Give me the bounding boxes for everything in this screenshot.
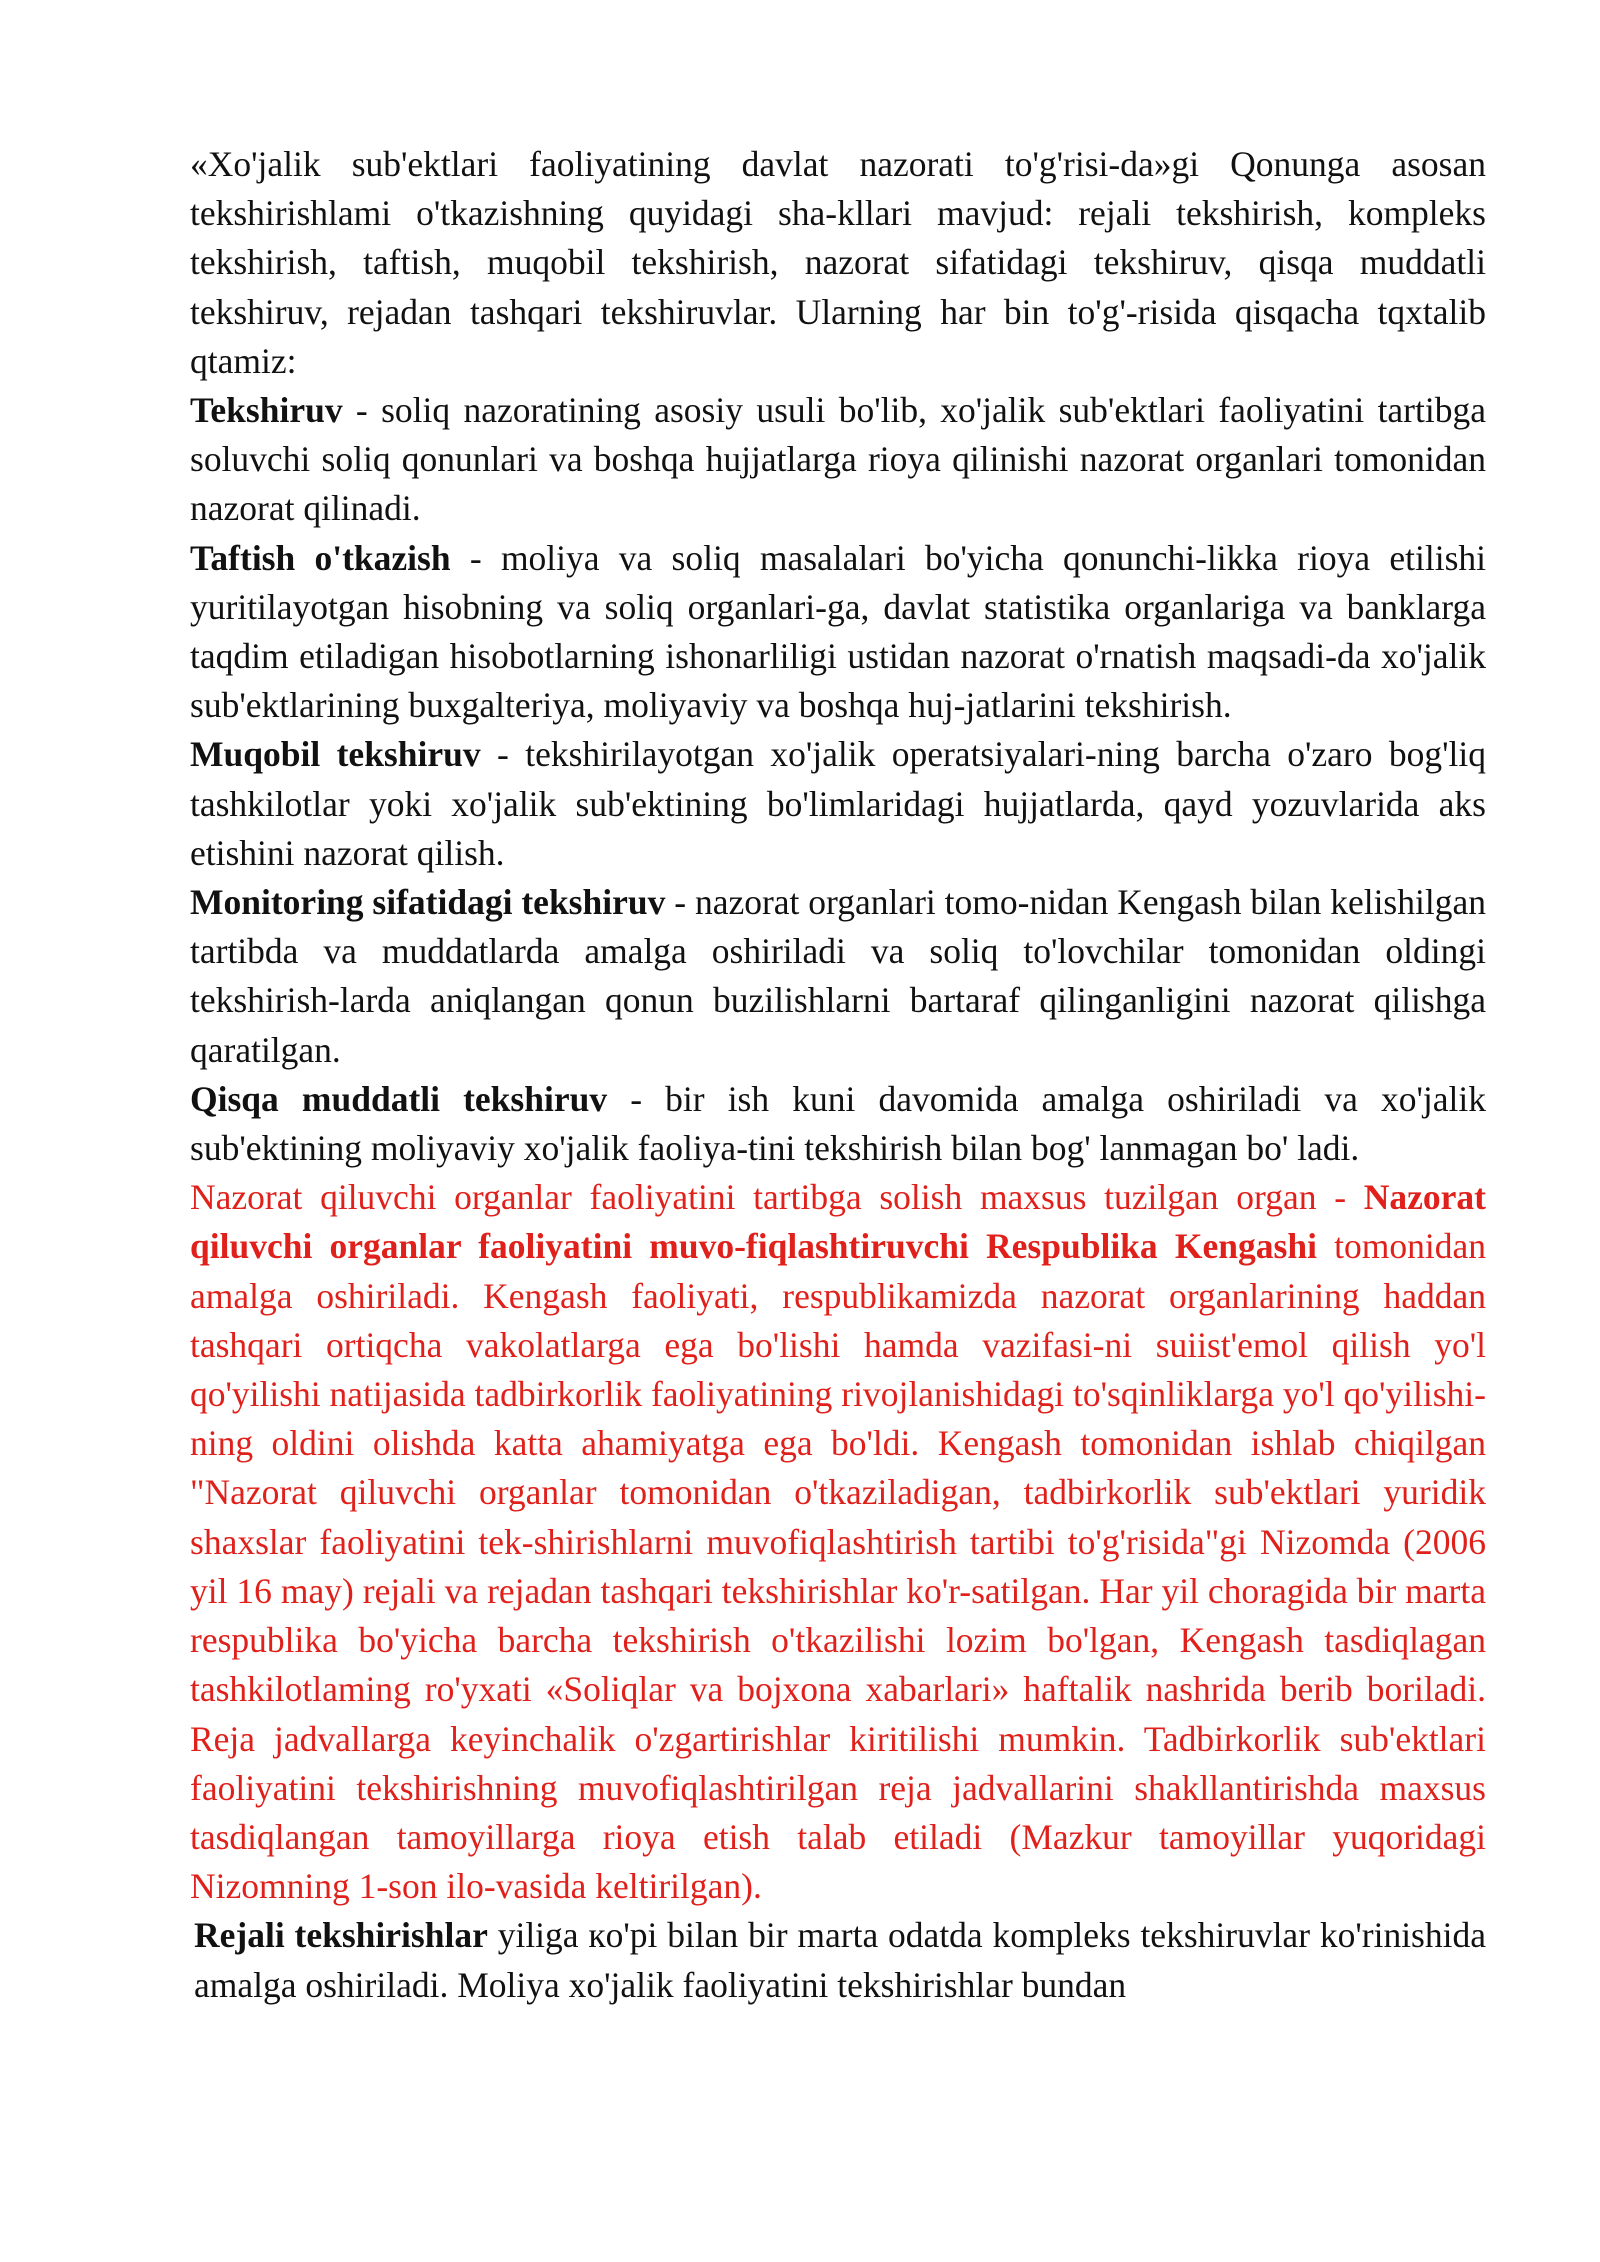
- paragraph-tekshiruv: [190, 386, 1486, 534]
- paragraph-qisqa: [190, 1075, 1486, 1173]
- paragraph-kengash-lead: Nazorat qiluvchi organlar faoliyatini tartibga solish maxsus tuzilgan organ -: [190, 1177, 1364, 1218]
- paragraph-monitoring-text: - nazorat organlari tomo-nidan Kengash bilan kelishilgan tartibda va muddatlarda amalga oshiriladi va soliq to'lovchilar tomonidan oldingi tekshirish-larda aniqlangan qonun buzilishlarni bartaraf qilinganligini nazorat qilishga qaratilgan.: [190, 882, 1486, 1070]
- paragraph-intro: [190, 140, 1486, 386]
- term-qisqa: Qisqa muddatli tekshiruv: [190, 1078, 608, 1119]
- term-tekshiruv: Tekshiruv: [190, 390, 343, 431]
- paragraph-monitoring: [190, 878, 1486, 1075]
- paragraph-kengash: [190, 1173, 1486, 1911]
- term-rejali: Rejali tekshirishlar: [194, 1915, 488, 1956]
- paragraph-kengash-text: tomonidan amalga oshiriladi. Kengash faoliyati, respublikamizda nazorat organlarining haddan tashqari ortiqcha vakolatlarga ega bo'lishi hamda vazifasi-ni suiist'emol qilish yo'l qo'yilishi natijasida tadbirkorlik faoliyatining rivojlanishidagi to'sqinliklarga yo'l qo'yilishi-ning oldini olishda katta ahamiyatga ega bo'ldi. Kengash tomonidan ishlab chiqilgan "Nazorat qiluvchi organlar tomonidan o'tkaziladigan, tadbirkorlik sub'ektlari yuridik shaxslar faoliyatini tek-shirishlarni muvofiqlashtirish tartibi to'g'risida"gi Nizomda (2006 yil 16 may) rejali va rejadan tashqari tekshirishlar ko'r-satilgan. Har yil choragida bir marta respublika bo'yicha barcha tekshirish o'tkazilishi lozim bo'lgan, Kengash tasdiqlagan tashkilotlaming ro'yxati «Soliqlar va bojxona xabarlari» haftalik nashrida berib boriladi. Reja jadvallarga keyinchalik o'zgartirishlar kiritilishi mumkin. Tadbirkorlik sub'ektlari faoliyatini tekshirishning muvofiqlashtirilgan reja jadvallarini shakllantirishda maxsus tasdiqlangan tamoyillarga rioya etish talab etiladi (Mazkur tamoyillar yuqoridagi Nizomning 1-son ilo-vasida keltirilgan).: [190, 1226, 1486, 1907]
- term-kengash: Nazorat qiluvchi organlar faoliyatini muvo-fiqlashtiruvchi Respublika Kengashi: [190, 1177, 1486, 1267]
- paragraph-muqobil: [190, 730, 1486, 878]
- paragraph-qisqa-text: - bir ish kuni davomida amalga oshiriladi va xo'jalik sub'ektining moliyaviy xo'jalik faoliya-tini tekshirish bilan bog' lanmagan bo' ladi.: [190, 1078, 1486, 1169]
- paragraph-rejali: [190, 1911, 1486, 2009]
- term-muqobil: Muqobil tekshiruv: [190, 734, 481, 775]
- document-page: [190, 140, 1486, 2010]
- paragraph-tekshiruv-text: - soliq nazoratining asosiy usuli bo'lib, xo'jalik sub'ektlari faoliyatini tartibga soluvchi soliq qonunlari va boshqa hujjatlarga rioya qilinishi nazorat organlari tomonidan nazorat qilinadi.: [190, 390, 1486, 529]
- paragraph-muqobil-text: - tekshirilayotgan xo'jalik operatsiyalari-ning barcha o'zaro bog'liq tashkilotlar yoki xo'jalik sub'ektining bo'limlaridagi hujjatlarda, qayd yozuvlarida aks etishini nazorat qilish.: [190, 734, 1486, 873]
- paragraph-taftish-text: - moliya va soliq masalalari bo'yicha qonunchi-likka rioya etilishi yuritilayotgan hisobning va soliq organlari-ga, davlat statistika organlariga va banklarga taqdim etiladigan hisobotlarning ishonarliligi ustidan nazorat o'rnatish maqsadi-da xo'jalik sub'ektlarining buxgalteriya, moliyaviy va boshqa huj-jatlarini tekshirish.: [190, 537, 1487, 726]
- term-monitoring: Monitoring sifatidagi tekshiruv: [190, 882, 666, 923]
- paragraph-intro-text: «Xo'jalik sub'ektlari faoliyatining davlat nazorati to'g'risi-da»gi Qonunga asosan tekshirishlami o'tkazishning quyidagi sha-kllari mavjud: rejali tekshirish, kompleks tekshirish, taftish, muqobil tekshirish, nazorat sifatidagi tekshiruv, qisqa muddatli tekshiruv, rejadan tashqari tekshiruvlar. Ularning har bin to'g'-risida qisqacha tqxtalib qtamiz:: [190, 144, 1486, 381]
- term-taftish: Taftish o'tkazish: [190, 537, 451, 578]
- paragraph-taftish: [190, 534, 1486, 731]
- paragraph-rejali-text: yiliga кo'pi bilan bir marta odatda kompleks tekshiruvlar ko'rinishida amalga oshiriladi. Moliya xo'jalik faoliyatini tekshirishlar bundan: [194, 1915, 1486, 2005]
